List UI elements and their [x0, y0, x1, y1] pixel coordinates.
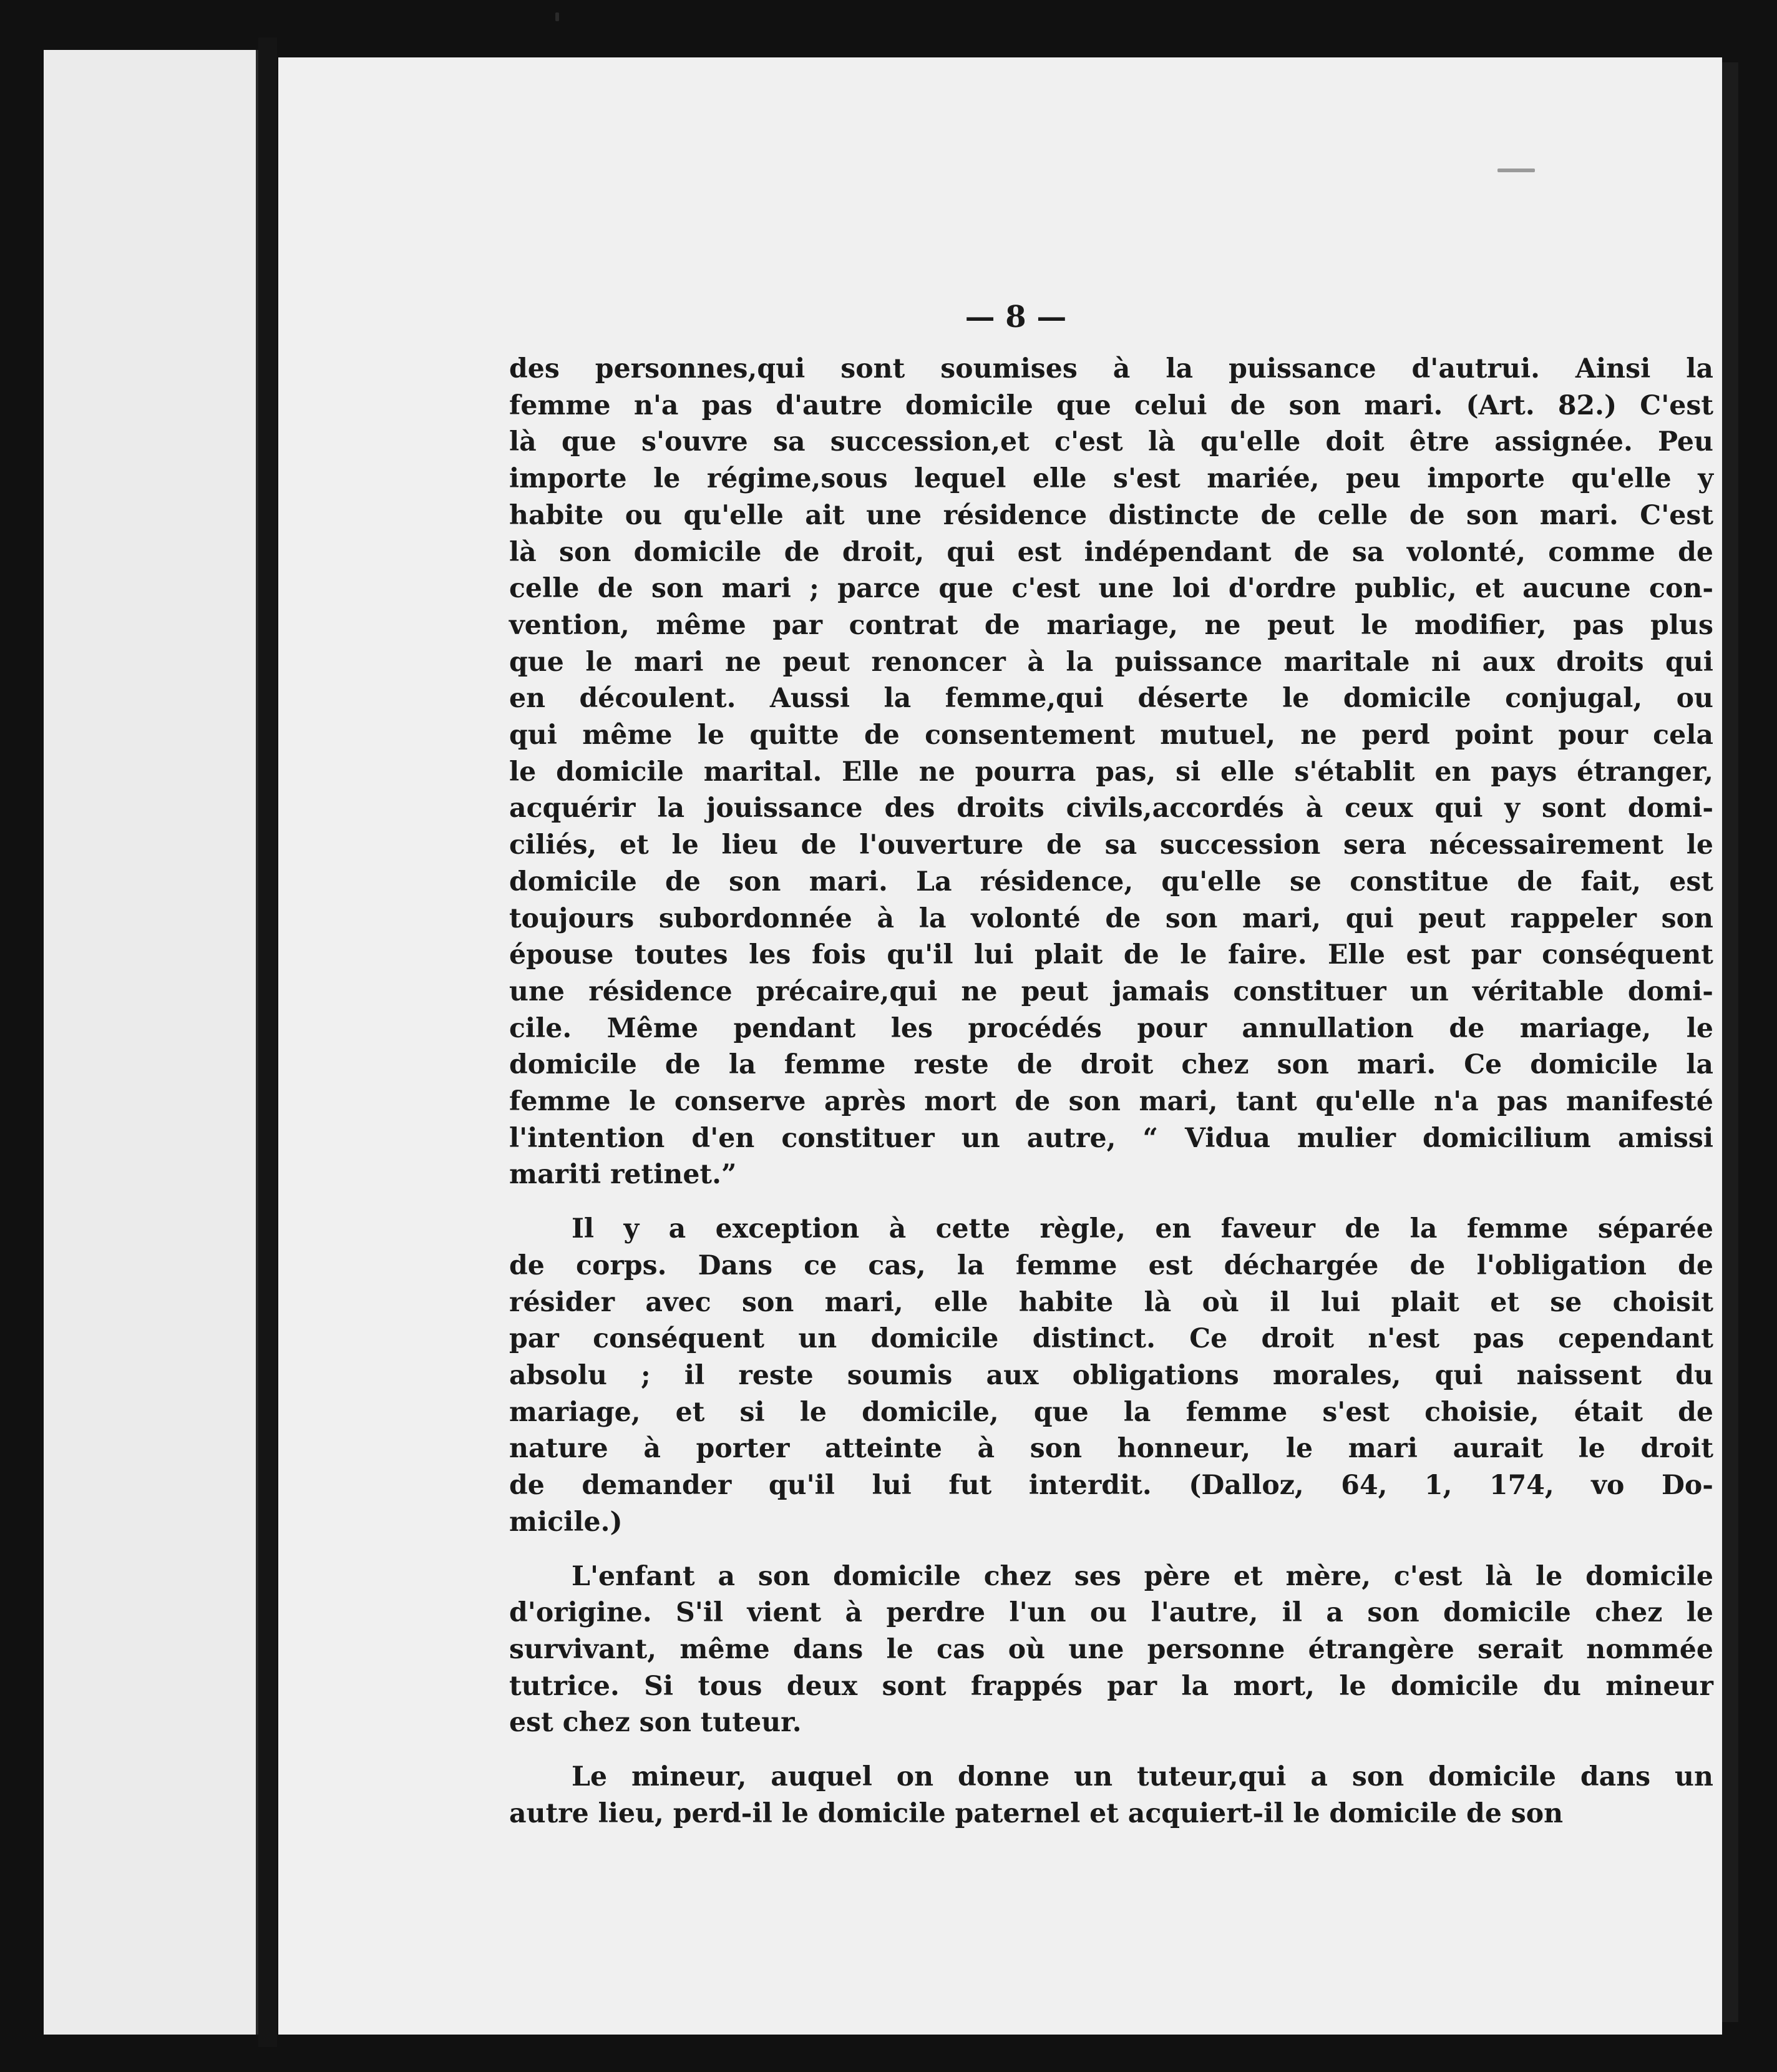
text-line: est chez son tuteur. — [509, 1707, 802, 1739]
text-line: Il y a exception à cette règle, en faveur de la femme séparée — [572, 1213, 1713, 1245]
text-line: d'origine. S'il vient à perdre l'un ou l'autre, il a son domicile chez le — [509, 1597, 1713, 1629]
scan-speck — [1497, 169, 1535, 172]
text-line: L'enfant a son domicile chez ses père et mère, c'est là le domicile — [572, 1560, 1713, 1592]
text-line: une résidence précaire,qui ne peut jamais constituer un véritable domi- — [509, 975, 1713, 1007]
text-line: l'intention d'en constituer un autre, “ Vidua mulier domicilium amissi — [509, 1122, 1713, 1154]
text-line: cile. Même pendant les procédés pour annullation de mariage, le — [509, 1012, 1713, 1044]
text-line: importe le régime,sous lequel elle s'est mariée, peu importe qu'elle y — [509, 463, 1713, 495]
text-line: là que s'ouvre sa succession,et c'est là qu'elle doit être assignée. Peu — [509, 426, 1713, 458]
text-line: qui même le quitte de consentement mutuel, ne perd point pour cela — [509, 720, 1713, 751]
text-line: mariage, et si le domicile, que la femme s'est choisie, était de — [509, 1396, 1713, 1428]
scan-speck — [555, 12, 559, 21]
text-line: domicile de la femme reste de droit chez son mari. Ce domicile la — [509, 1049, 1713, 1081]
text-line: le domicile marital. Elle ne pourra pas, si elle s'établit en pays étranger, — [509, 756, 1713, 788]
paragraph — [509, 1211, 1713, 1540]
text-line: résider avec son mari, elle habite là où il lui plait et se choisit — [509, 1286, 1713, 1318]
text-line: de demander qu'il lui fut interdit. (Dalloz, 64, 1, 174, vo Do- — [509, 1470, 1713, 1502]
page-edge — [1722, 62, 1738, 2022]
text-line: là son domicile de droit, qui est indépendant de sa volonté, comme de — [509, 536, 1713, 568]
text-line: ciliés, et le lieu de l'ouverture de sa succession sera nécessairement le — [509, 829, 1713, 861]
text-line: par conséquent un domicile distinct. Ce droit n'est pas cependant — [509, 1323, 1713, 1355]
text-line: habite ou qu'elle ait une résidence distincte de celle de son mari. C'est — [509, 499, 1713, 531]
text-line: épouse toutes les fois qu'il lui plait de le faire. Elle est par conséquent — [509, 939, 1713, 971]
body-text — [509, 351, 1713, 1832]
book-gutter — [258, 37, 277, 2047]
text-line: en découlent. Aussi la femme,qui déserte le domicile conjugal, ou — [509, 683, 1713, 715]
paragraph — [509, 1558, 1713, 1742]
text-line: micile.) — [509, 1506, 623, 1538]
text-line: nature à porter atteinte à son honneur, le mari aurait le droit — [509, 1433, 1713, 1465]
book-page — [278, 57, 1722, 2035]
text-line: de corps. Dans ce cas, la femme est déchargée de l'obligation de — [509, 1249, 1713, 1281]
text-line: celle de son mari ; parce que c'est une loi d'ordre public, et aucune con- — [509, 573, 1713, 605]
text-line: acquérir la jouissance des droits civils,accordés à ceux qui y sont domi- — [509, 793, 1713, 824]
text-line: autre lieu, perd-il le domicile paternel et acquiert-il le domicile de son — [509, 1797, 1564, 1829]
text-line: des personnes,qui sont soumises à la puissance d'autrui. Ainsi la — [509, 353, 1713, 384]
text-line: tutrice. Si tous deux sont frappés par la mort, le domicile du mineur — [509, 1670, 1713, 1702]
text-line: toujours subordonnée à la volonté de son mari, qui peut rappeler son — [509, 902, 1713, 934]
page-number: — 8 — — [965, 300, 1067, 335]
text-line: domicile de son mari. La résidence, qu'elle se constitue de fait, est — [509, 866, 1713, 897]
text-line: mariti retinet.” — [509, 1159, 737, 1191]
text-line: absolu ; il reste soumis aux obligations morales, qui naissent du — [509, 1359, 1713, 1391]
paragraph — [509, 351, 1713, 1193]
facing-page — [44, 50, 258, 2035]
text-line: vention, même par contrat de mariage, ne peut le modifier, pas plus — [509, 609, 1713, 641]
text-line: femme n'a pas d'autre domicile que celui de son mari. (Art. 82.) C'est — [509, 389, 1713, 421]
text-line: survivant, même dans le cas où une personne étrangère serait nommée — [509, 1633, 1713, 1665]
paragraph — [509, 1759, 1713, 1832]
text-line: femme le conserve après mort de son mari, tant qu'elle n'a pas manifesté — [509, 1086, 1713, 1118]
text-line: que le mari ne peut renoncer à la puissance maritale ni aux droits qui — [509, 646, 1713, 678]
text-line: Le mineur, auquel on donne un tuteur,qui a son domicile dans un — [572, 1761, 1713, 1793]
